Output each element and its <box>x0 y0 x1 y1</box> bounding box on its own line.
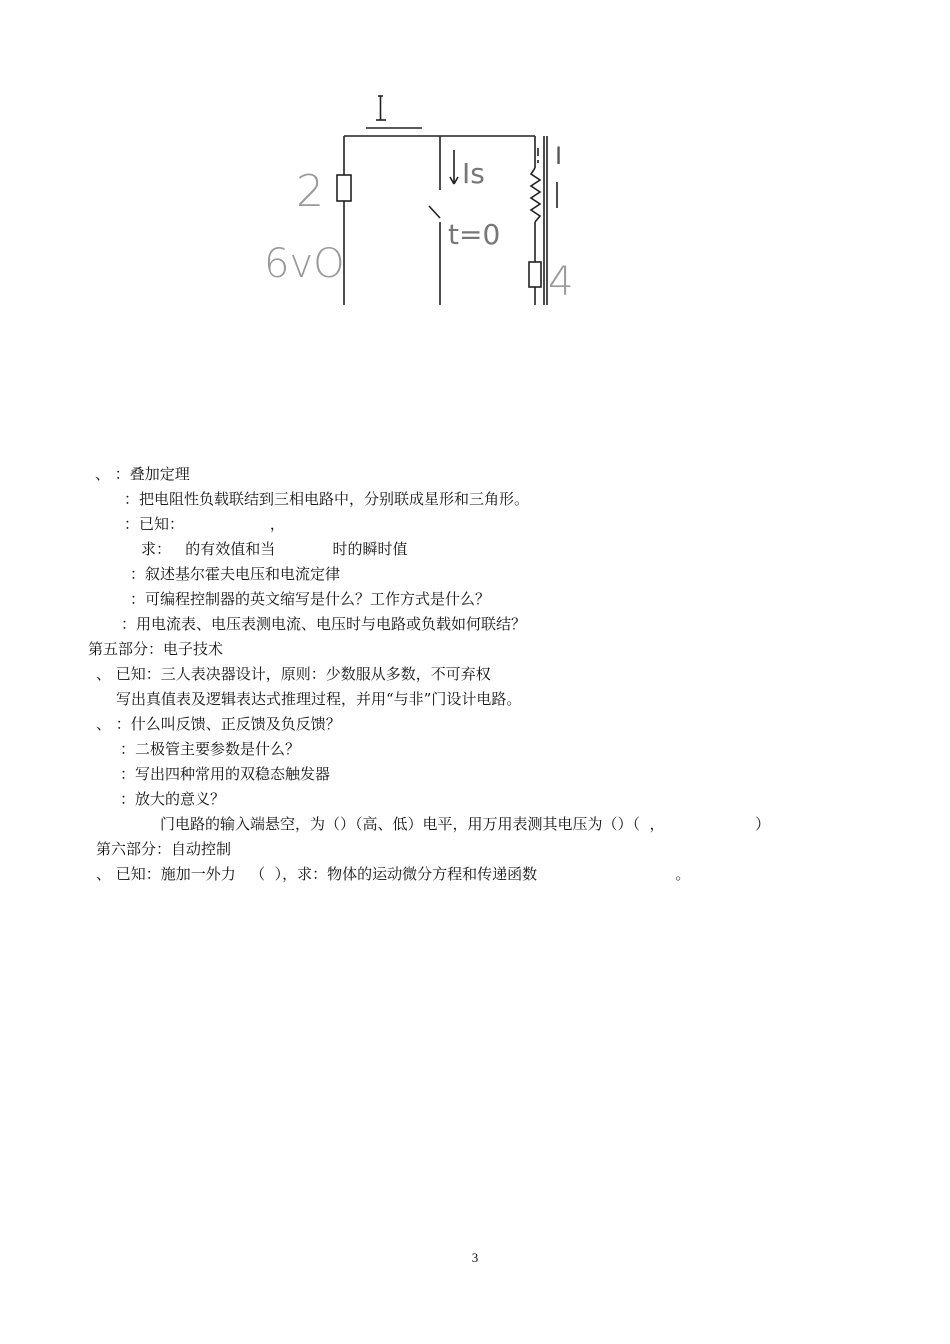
text-line: ：叙述基尔霍夫电压和电流定律 <box>130 565 341 583</box>
text-line: ：放大的意义？ <box>120 790 226 808</box>
text-line: 求： 的有效值和当 时的瞬时值 <box>141 540 408 558</box>
source-current-label: Is <box>462 157 485 190</box>
circuit-diagram <box>0 0 950 330</box>
text-line: 、 已知：三人表决器设计，原则：少数服从多数，不可弃权 <box>96 665 491 683</box>
text-line: ：可编程控制器的英文缩写是什么？工作方式是什么？ <box>130 590 491 608</box>
resistor-left-label: 2 <box>296 166 324 217</box>
text-line: ：把电阻性负载联结到三相电路中，分别联成星形和三角形。 <box>124 490 530 508</box>
resistor-right-label: 4 <box>548 259 574 305</box>
section-title: 第五部分：电子技术 <box>88 640 224 658</box>
text-line: ：二极管主要参数是什么？ <box>120 740 301 758</box>
text-line: ：用电流表、电压表测电流、电压时与电路或负载如何联结？ <box>121 615 527 633</box>
text-line: ：已知： ， <box>124 515 285 533</box>
text-line: ：写出四种常用的双稳态触发器 <box>120 765 331 783</box>
voltage-label: 6vO <box>264 241 345 287</box>
text-line: 、 ：什么叫反馈、正反馈及负反馈？ <box>96 715 341 733</box>
page-number: 3 <box>471 1250 479 1265</box>
switch-time-label: t=0 <box>448 218 501 251</box>
text-line: 门电路的输入端悬空，为（）（高、低）电平，用万用表测其电压为（）（ ， ） <box>160 815 771 833</box>
text-line: 、 已知：施加一外力 （ ），求：物体的运动微分方程和传递函数 。 <box>96 865 691 883</box>
text-line: 写出真值表及逻辑表达式推理过程，并用“与非”门设计电路。 <box>116 690 522 708</box>
inductor-current-label: I <box>555 142 563 170</box>
text-line: 、 ：叠加定理 <box>95 465 190 483</box>
section-title: 第六部分：自动控制 <box>96 840 232 858</box>
